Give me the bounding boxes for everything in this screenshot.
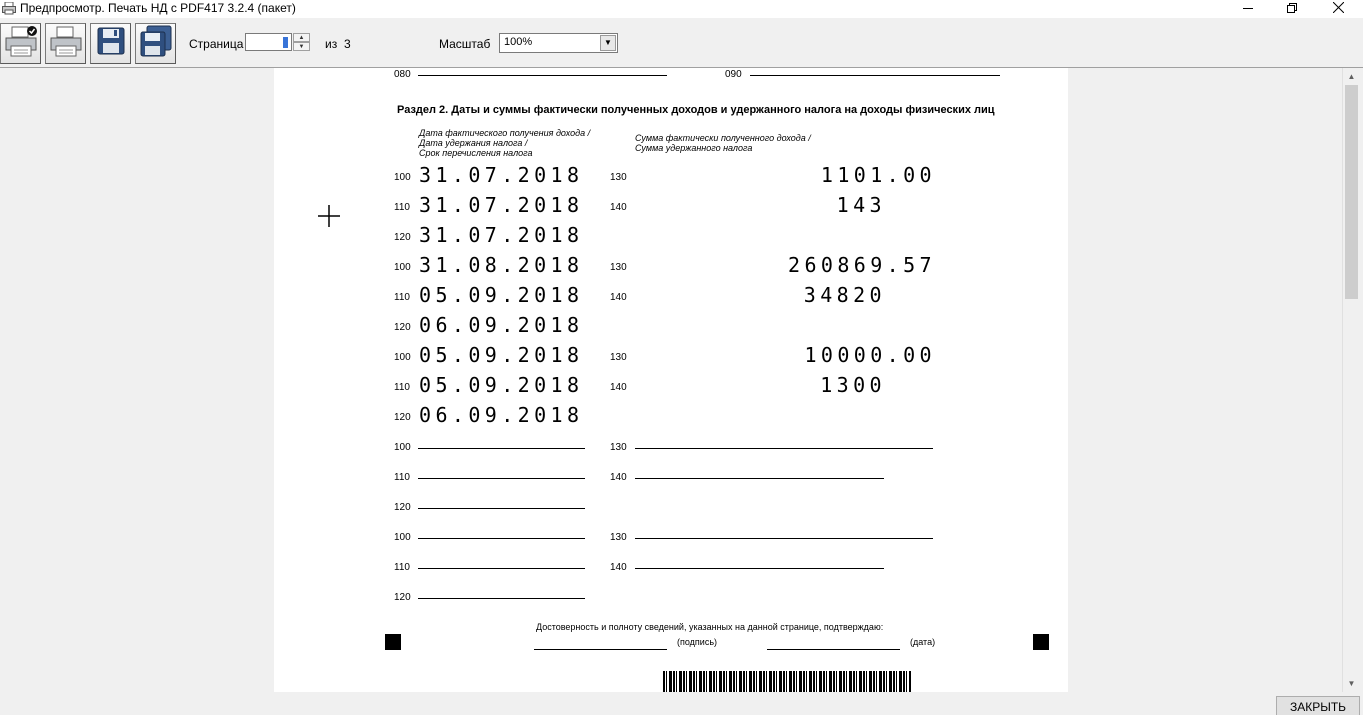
- minimize-button[interactable]: [1225, 0, 1271, 18]
- minimize-icon: [1243, 0, 1253, 18]
- page-number-input[interactable]: [245, 33, 292, 51]
- page-label: Страница: [189, 37, 244, 51]
- field-code: 130: [610, 352, 627, 363]
- section-title: Раздел 2. Даты и суммы фактически полученных доходов и удержанного налога на доходы физических лиц: [397, 104, 995, 116]
- text-cursor: [283, 37, 288, 48]
- date-label: (дата): [910, 637, 936, 647]
- empty-amount-line: [635, 568, 884, 569]
- chevron-up-icon: ▲: [298, 35, 305, 41]
- registration-marker-right: [1033, 634, 1049, 650]
- empty-date-line: [418, 508, 585, 509]
- window-title: Предпросмотр. Печать НД с PDF417 3.2.4 (пакет): [20, 1, 296, 15]
- field-code: 130: [610, 262, 627, 273]
- date-value: 05.09.2018: [419, 343, 584, 367]
- col1-header: Дата фактического получения дохода / Дата удержания налога / Срок перечисления налога: [419, 128, 591, 158]
- field-code: 140: [610, 472, 627, 483]
- field-code: 100: [394, 352, 411, 363]
- save-all-icon: [139, 25, 173, 62]
- chevron-down-icon: ▼: [1347, 679, 1356, 688]
- date-value: 05.09.2018: [419, 283, 584, 307]
- field-code: 110: [394, 562, 410, 573]
- empty-date-line: [418, 478, 585, 479]
- date-value: 31.07.2018: [419, 193, 584, 217]
- amount-value: 1101.00: [820, 163, 936, 187]
- title-bar: [0, 0, 1363, 18]
- field-code: 140: [610, 382, 627, 393]
- amount-value: 10000.00: [804, 343, 936, 367]
- toolbar: [0, 18, 1363, 68]
- printer-app-icon: [2, 2, 16, 15]
- field-code: 140: [610, 292, 627, 303]
- chevron-up-icon: ▲: [1347, 72, 1356, 81]
- window-close-button[interactable]: [1315, 0, 1361, 18]
- field-code: 140: [610, 562, 627, 573]
- zoom-select[interactable]: [499, 33, 618, 53]
- empty-date-line: [418, 448, 585, 449]
- empty-date-line: [418, 568, 585, 569]
- field-line-080: [418, 75, 667, 76]
- empty-amount-line: [635, 448, 933, 449]
- empty-date-line: [418, 538, 585, 539]
- empty-amount-line: [635, 538, 933, 539]
- date-value: 31.07.2018: [419, 163, 584, 187]
- amount-value: 143: [836, 193, 886, 217]
- field-code: 120: [394, 592, 411, 603]
- save-button[interactable]: [90, 23, 131, 64]
- vertical-scrollbar[interactable]: [1342, 68, 1359, 692]
- field-code-090: 090: [725, 69, 742, 80]
- form-page: [274, 68, 1068, 692]
- date-value: 31.07.2018: [419, 223, 584, 247]
- registration-marker-left: [385, 634, 401, 650]
- field-code: 130: [610, 442, 627, 453]
- date-value: 06.09.2018: [419, 313, 584, 337]
- zoom-label: Масштаб: [439, 37, 491, 51]
- field-code: 130: [610, 532, 627, 543]
- amount-value: 34820: [803, 283, 886, 307]
- field-code-080: 080: [394, 69, 411, 80]
- date-value: 05.09.2018: [419, 373, 584, 397]
- preview-area[interactable]: [0, 68, 1342, 692]
- field-code: 100: [394, 442, 411, 453]
- close-icon: [1333, 0, 1344, 18]
- empty-amount-line: [635, 478, 884, 479]
- print-settings-icon: [3, 24, 39, 63]
- save-all-button[interactable]: [135, 23, 176, 64]
- print-settings-button[interactable]: [0, 23, 41, 64]
- field-line-090: [750, 75, 1000, 76]
- of-label: из: [325, 37, 338, 51]
- confirm-text: Достоверность и полноту сведений, указанных на данной странице, подтверждаю:: [536, 622, 884, 632]
- field-code: 110: [394, 472, 410, 483]
- pdf417-barcode: [663, 671, 911, 692]
- page-down-button[interactable]: [293, 42, 310, 51]
- scroll-up-button[interactable]: [1343, 68, 1360, 85]
- col2-header: Сумма фактически полученного дохода / Сумма удержанного налога: [635, 133, 811, 153]
- amount-value: 1300: [820, 373, 886, 397]
- bottom-bar: [0, 692, 1363, 715]
- close-button[interactable]: ЗАКРЫТЬ: [1276, 696, 1360, 715]
- chevron-down-icon[interactable]: ▼: [600, 35, 616, 51]
- print-icon: [48, 24, 84, 63]
- field-code: 120: [394, 232, 411, 243]
- date-line: [767, 649, 900, 650]
- scroll-down-button[interactable]: [1343, 675, 1360, 692]
- save-icon: [96, 26, 126, 61]
- field-code: 110: [394, 292, 410, 303]
- date-value: 06.09.2018: [419, 403, 584, 427]
- total-pages: 3: [344, 37, 351, 51]
- crosshair-cursor-icon: [318, 205, 340, 227]
- field-code: 120: [394, 412, 411, 423]
- empty-date-line: [418, 598, 585, 599]
- scroll-thumb[interactable]: [1345, 85, 1358, 299]
- restore-icon: [1287, 0, 1297, 18]
- field-code: 120: [394, 502, 411, 513]
- field-code: 130: [610, 172, 627, 183]
- field-code: 140: [610, 202, 627, 213]
- field-code: 100: [394, 262, 411, 273]
- signature-line: [534, 649, 667, 650]
- field-code: 100: [394, 532, 411, 543]
- signature-label: (подпись): [677, 637, 718, 647]
- field-code: 120: [394, 322, 411, 333]
- chevron-down-icon: ▼: [298, 44, 305, 50]
- field-code: 100: [394, 172, 411, 183]
- print-button[interactable]: [45, 23, 86, 64]
- zoom-value: 100%: [504, 36, 533, 48]
- amount-value: 260869.57: [788, 253, 936, 277]
- restore-button[interactable]: [1269, 0, 1315, 18]
- date-value: 31.08.2018: [419, 253, 584, 277]
- field-code: 110: [394, 382, 410, 393]
- page-up-button[interactable]: [293, 33, 310, 42]
- field-code: 110: [394, 202, 410, 213]
